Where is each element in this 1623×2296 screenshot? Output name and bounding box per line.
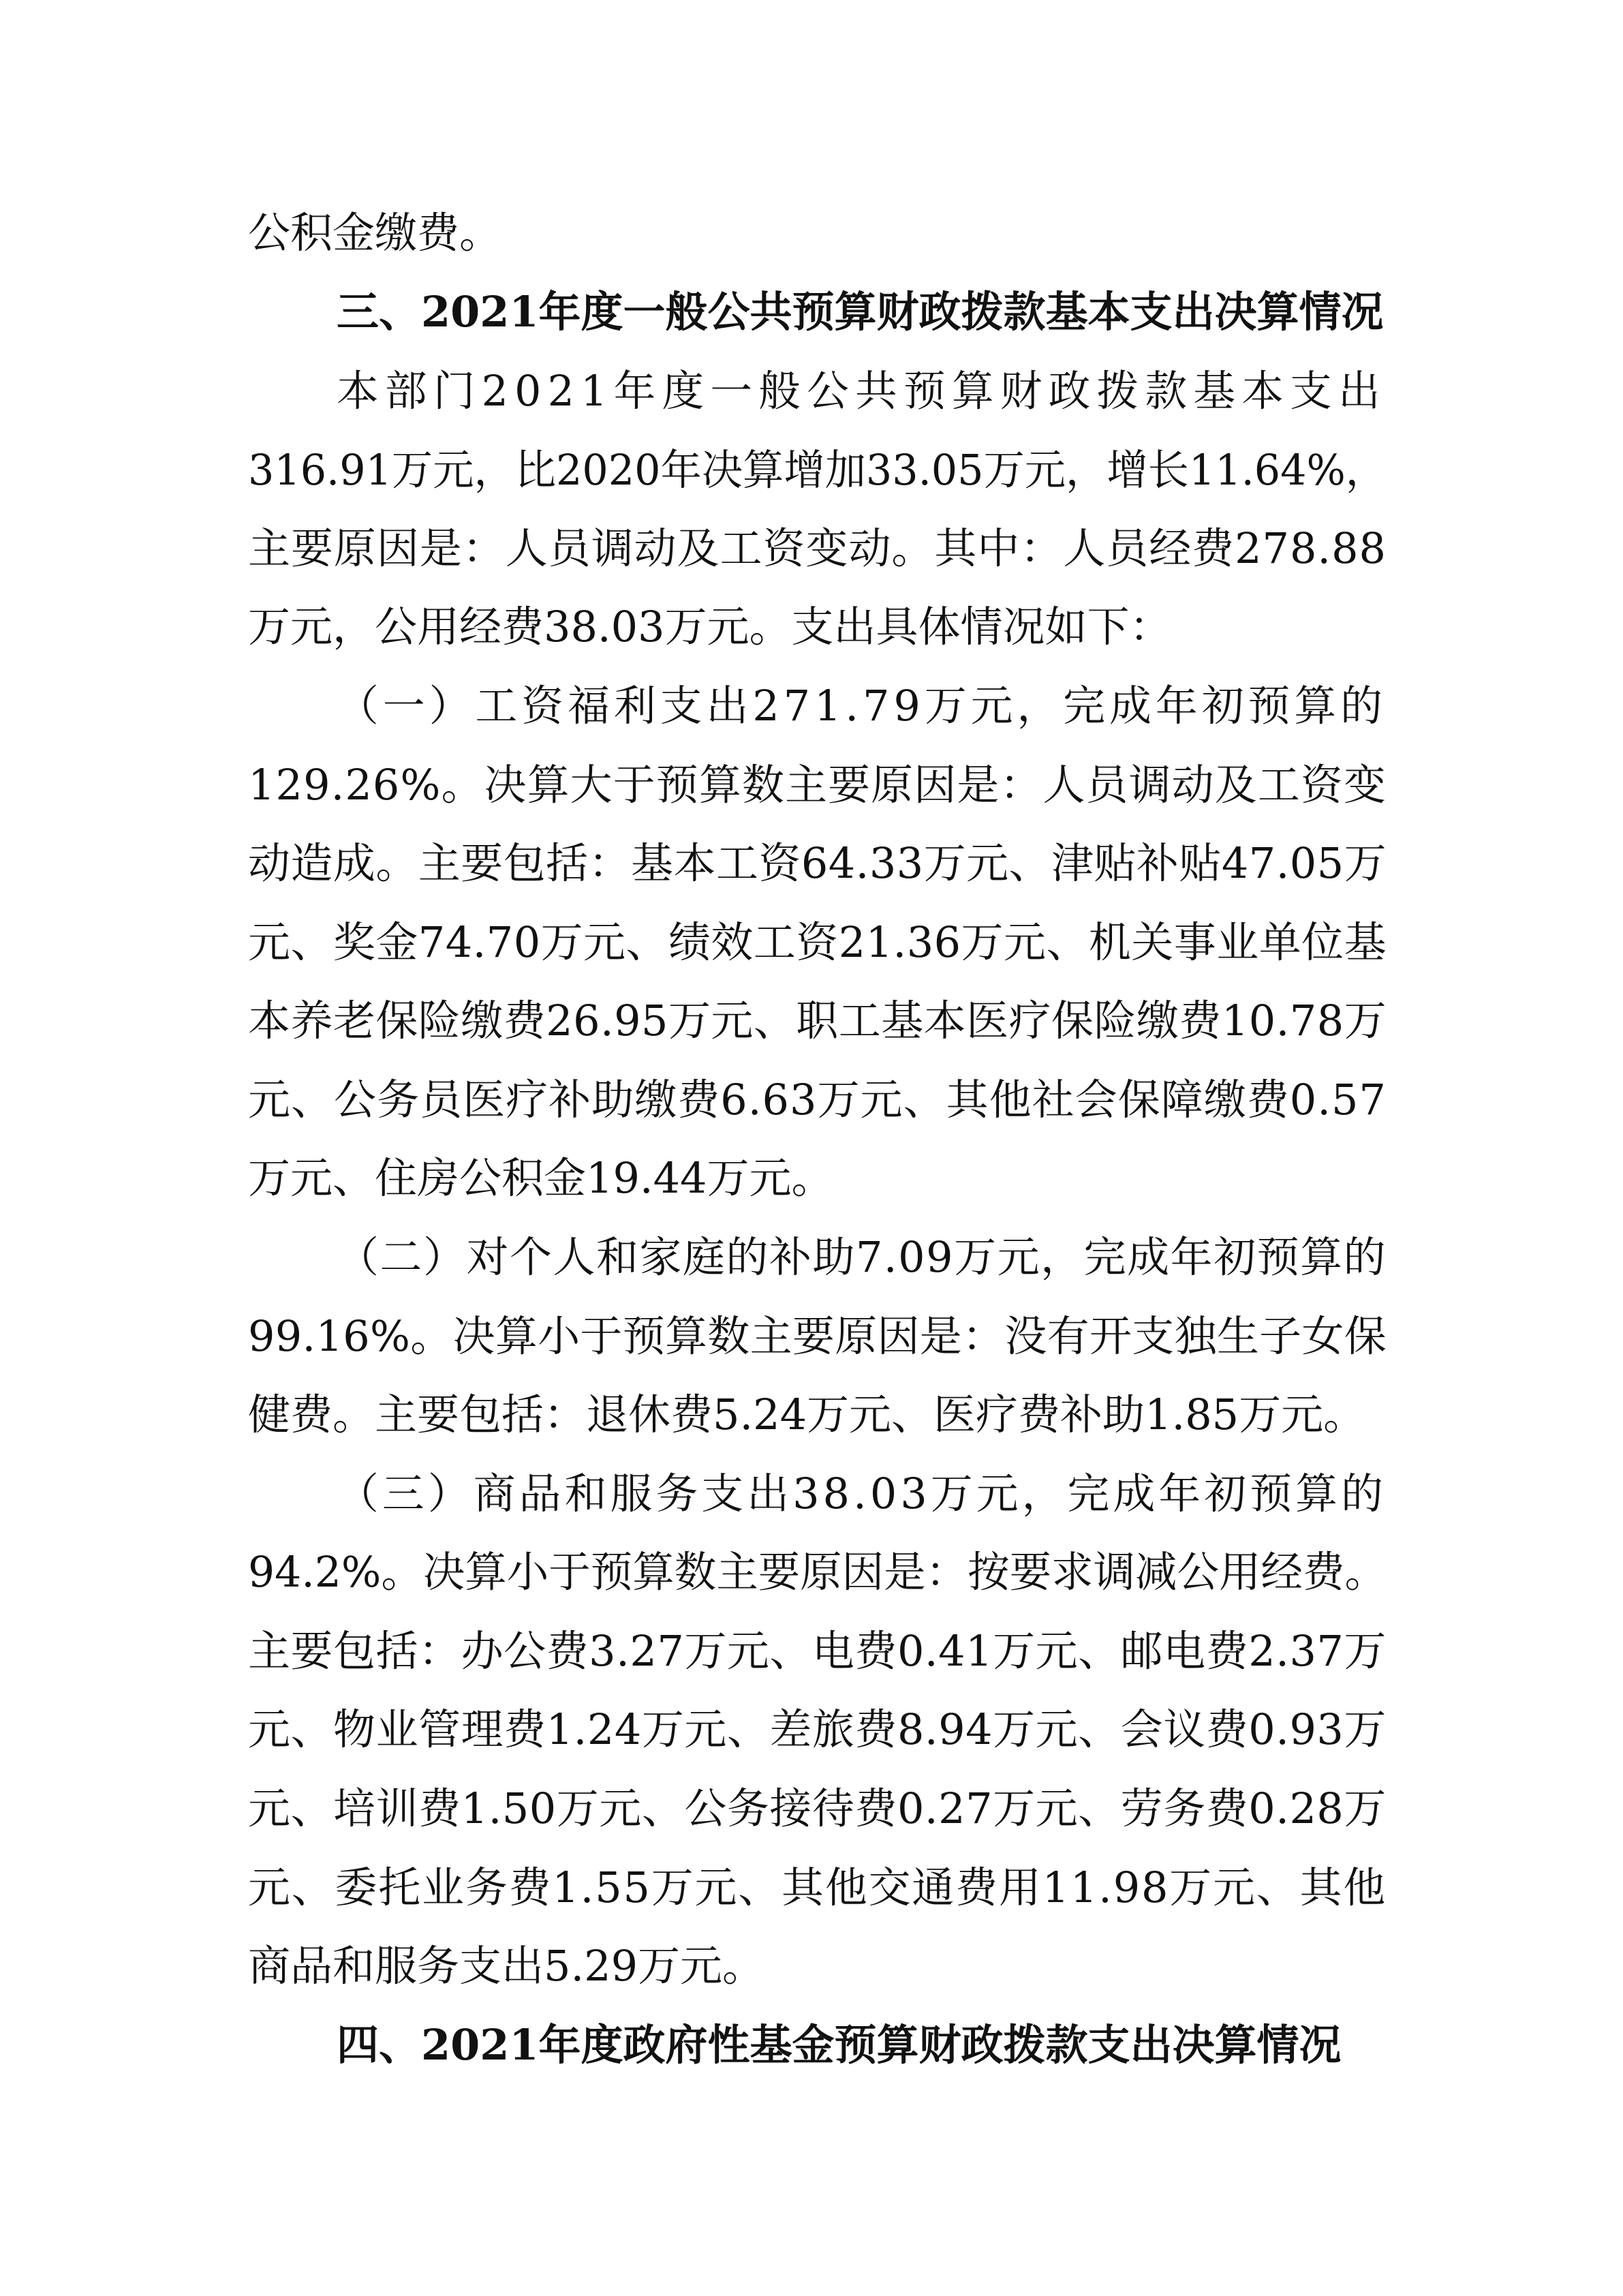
text-line-content: （一）工资福利支出271.79万元，完成年初预算的 bbox=[337, 681, 1387, 731]
text-line-content: 公积金缴费。 bbox=[248, 208, 502, 258]
text-line-content: 主要原因是：人员调动及工资变动。其中：人员经费278.88 bbox=[248, 523, 1387, 573]
text-line-content: 动造成。主要包括：基本工资64.33万元、津贴补贴47.05万 bbox=[248, 838, 1387, 888]
text-line-content: 316.91万元，比2020年决算增加33.05万元，增长11.64%， bbox=[248, 445, 1387, 495]
text-line-content: （三）商品和服务支出38.03万元，完成年初预算的 bbox=[337, 1469, 1387, 1518]
text-line-content: 健费。主要包括：退休费5.24万元、医疗费补助1.85万元。 bbox=[248, 1390, 1366, 1439]
text-line-content: 商品和服务支出5.29万元。 bbox=[248, 1941, 765, 1991]
text-line-content: 主要包括：办公费3.27万元、电费0.41万元、邮电费2.37万 bbox=[248, 1626, 1387, 1676]
text-line-content: 94.2%。决算小于预算数主要原因是：按要求调减公用经费。 bbox=[248, 1547, 1387, 1597]
text-line-content: 元、委托业务费1.55万元、其他交通费用11.98万元、其他 bbox=[248, 1863, 1387, 1912]
text-line-content: 元、物业管理费1.24万元、差旅费8.94万元、会议费0.93万 bbox=[248, 1704, 1387, 1754]
text-line-content: （二）对个人和家庭的补助7.09万元，完成年初预算的 bbox=[337, 1232, 1387, 1282]
text-line-content: 万元、住房公积金19.44万元。 bbox=[248, 1153, 834, 1203]
section-heading-text: 四、2021年度政府性基金预算财政拨款支出决算情况 bbox=[337, 2020, 1342, 2070]
text-line-content: 元、公务员医疗补助缴费6.63万元、其他社会保障缴费0.57 bbox=[248, 1075, 1387, 1124]
section-heading-text: 三、2021年度一般公共预算财政拨款基本支出决算情况 bbox=[337, 287, 1384, 337]
text-line-content: 本部门2021年度一般公共预算财政拨款基本支出 bbox=[337, 366, 1387, 416]
text-line-content: 99.16%。决算小于预算数主要原因是：没有开支独生子女保 bbox=[248, 1311, 1387, 1361]
text-line-content: 万元，公用经费38.03万元。支出具体情况如下： bbox=[248, 602, 1172, 652]
text-line-content: 元、培训费1.50万元、公务接待费0.27万元、劳务费0.28万 bbox=[248, 1784, 1387, 1833]
text-line-content: 元、奖金74.70万元、绩效工资21.36万元、机关事业单位基 bbox=[248, 917, 1387, 967]
text-line-content: 129.26%。决算大于预算数主要原因是：人员调动及工资变 bbox=[248, 760, 1387, 810]
text-line-content: 本养老保险缴费26.95万元、职工基本医疗保险缴费10.78万 bbox=[248, 996, 1387, 1045]
